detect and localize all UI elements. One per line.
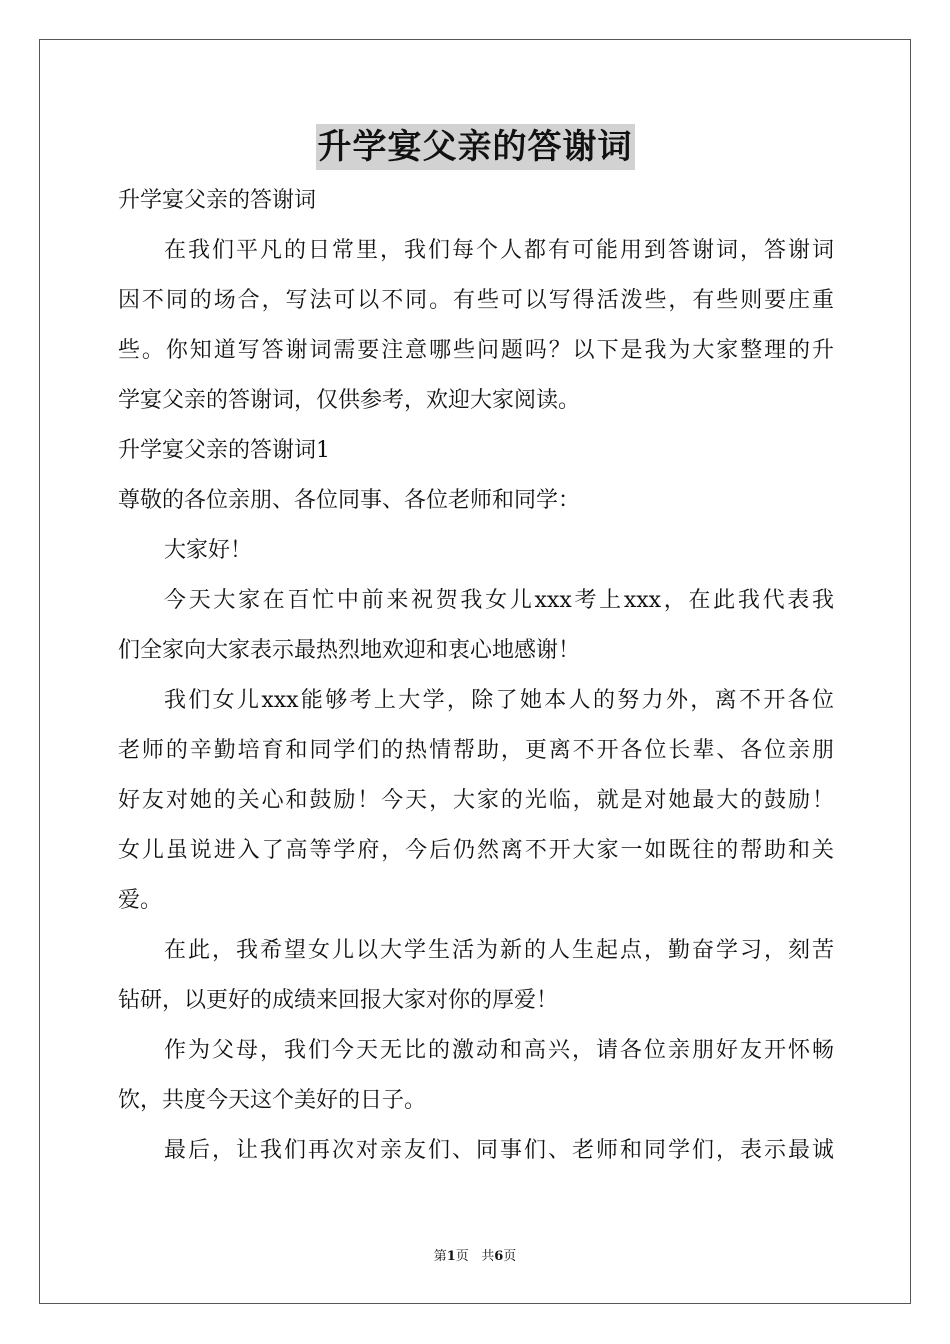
text-line: 在此，我希望女儿以大学生活为新的人生起点，勤奋学习，刻苦 (164, 938, 834, 963)
total-page-number: 6 (494, 1249, 504, 1264)
text-line: 女儿虽说进入了高等学府，今后仍然离不开大家一如既往的帮助和关 (118, 838, 834, 863)
total-suffix: 页 (503, 1249, 517, 1264)
title-container (0, 124, 950, 170)
document-title: 升学宴父亲的答谢词 (316, 124, 635, 170)
text-line: 今天大家在百忙中前来祝贺我女儿xxx考上xxx，在此我代表我 (164, 588, 834, 613)
text-line: 爱。 (118, 888, 163, 913)
text-line: 大家好！ (164, 538, 253, 563)
text-line: 因不同的场合，写法可以不同。有些可以写得活泼些，有些则要庄重 (118, 288, 834, 313)
text-line: 升学宴父亲的答谢词1 (118, 438, 330, 463)
text-line: 尊敬的各位亲朋、各位同事、各位老师和同学： (118, 488, 581, 513)
total-prefix: 共 (481, 1249, 495, 1264)
text-line: 我们女儿xxx能够考上大学，除了她本人的努力外，离不开各位 (164, 688, 834, 713)
text-line: 学宴父亲的答谢词，仅供参考，欢迎大家阅读。 (118, 388, 581, 413)
current-page-number: 1 (446, 1249, 456, 1264)
page-footer (0, 1245, 950, 1264)
text-line: 老师的辛勤培育和同学们的热情帮助，更离不开各位长辈、各位亲朋 (118, 738, 834, 763)
text-line: 作为父母，我们今天无比的激动和高兴，请各位亲朋好友开怀畅 (164, 1038, 834, 1063)
document-body (118, 176, 834, 1176)
page-prefix: 第 (433, 1249, 447, 1264)
text-line: 们全家向大家表示最热烈地欢迎和衷心地感谢！ (118, 638, 581, 663)
text-line: 升学宴父亲的答谢词 (118, 188, 317, 213)
text-line: 些。你知道写答谢词需要注意哪些问题吗？以下是我为大家整理的升 (118, 338, 834, 363)
text-line: 钻研，以更好的成绩来回报大家对你的厚爱！ (118, 988, 559, 1013)
text-line: 最后，让我们再次对亲友们、同事们、老师和同学们，表示最诚 (164, 1138, 834, 1163)
text-line: 好友对她的关心和鼓励！今天，大家的光临，就是对她最大的鼓励！ (118, 788, 834, 813)
text-line: 在我们平凡的日常里，我们每个人都有可能用到答谢词，答谢词 (164, 238, 834, 263)
text-line: 饮，共度今天这个美好的日子。 (118, 1088, 427, 1113)
page-suffix: 页 (455, 1249, 469, 1264)
